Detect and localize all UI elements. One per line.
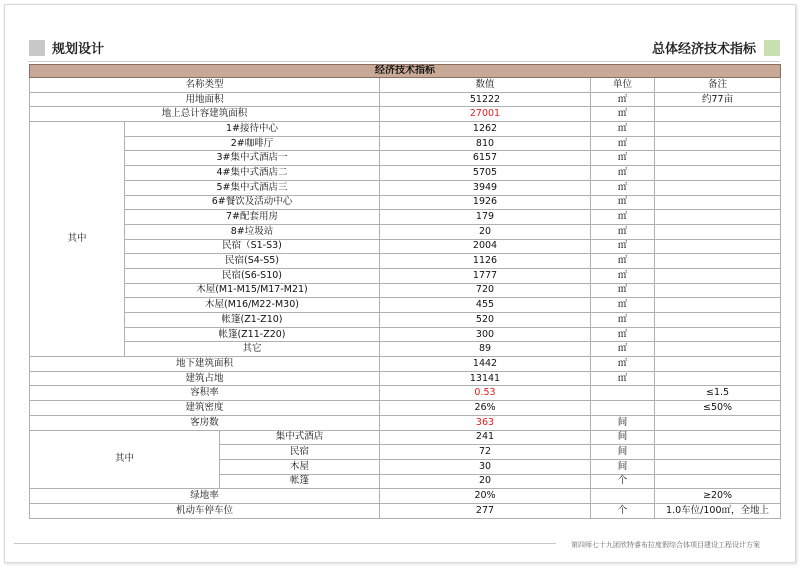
table-row bbox=[30, 371, 781, 386]
row-note: ≤50% bbox=[655, 401, 781, 416]
row-note: ≤1.5 bbox=[655, 386, 781, 401]
row-note bbox=[655, 283, 781, 298]
row-value: 810 bbox=[380, 136, 591, 151]
table-row bbox=[30, 224, 781, 239]
row-unit bbox=[591, 489, 655, 504]
row-name: 民宿（S1-S3) bbox=[125, 239, 380, 254]
row-unit: 间 bbox=[591, 415, 655, 430]
table-title: 经济技术指标 bbox=[30, 65, 781, 78]
row-unit: ㎡ bbox=[591, 136, 655, 151]
table-row bbox=[30, 151, 781, 166]
table-row bbox=[30, 210, 781, 225]
table-row bbox=[30, 430, 781, 445]
row-value: 13141 bbox=[380, 371, 591, 386]
row-name: 民宿(S4-S5) bbox=[125, 254, 380, 269]
row-note bbox=[655, 195, 781, 210]
header-right-mark bbox=[764, 40, 780, 56]
row-note: 约77亩 bbox=[655, 92, 781, 107]
row-name: 木屋(M16/M22-M30) bbox=[125, 298, 380, 313]
row-unit: ㎡ bbox=[591, 283, 655, 298]
row-note bbox=[655, 371, 781, 386]
row-note bbox=[655, 298, 781, 313]
row-note: ≥20% bbox=[655, 489, 781, 504]
row-note bbox=[655, 268, 781, 283]
footer-divider bbox=[14, 543, 556, 544]
row-name: 建筑密度 bbox=[30, 401, 380, 416]
row-value: 455 bbox=[380, 298, 591, 313]
row-unit: ㎡ bbox=[591, 298, 655, 313]
row-note bbox=[655, 166, 781, 181]
table-row bbox=[30, 401, 781, 416]
table-row bbox=[30, 298, 781, 313]
page-title: 总体经济技术指标 bbox=[651, 42, 756, 57]
row-unit: ㎡ bbox=[591, 107, 655, 122]
row-name: 绿地率 bbox=[30, 489, 380, 504]
row-note bbox=[655, 459, 781, 474]
table-row bbox=[30, 283, 781, 298]
row-value: 30 bbox=[380, 459, 591, 474]
row-value: 300 bbox=[380, 327, 591, 342]
row-unit: ㎡ bbox=[591, 151, 655, 166]
table-row bbox=[30, 313, 781, 328]
row-unit: ㎡ bbox=[591, 342, 655, 357]
header-divider bbox=[28, 61, 780, 62]
row-value: 1442 bbox=[380, 357, 591, 372]
metrics-table bbox=[29, 64, 781, 519]
row-name: 6#餐饮及活动中心 bbox=[125, 195, 380, 210]
table-row bbox=[30, 254, 781, 269]
row-note bbox=[655, 342, 781, 357]
col-header-value: 数值 bbox=[380, 78, 591, 93]
table-row bbox=[30, 92, 781, 107]
table-row bbox=[30, 503, 781, 518]
row-value: 20 bbox=[380, 474, 591, 489]
row-unit bbox=[591, 386, 655, 401]
row-value: 89 bbox=[380, 342, 591, 357]
row-name: 民宿(S6-S10) bbox=[125, 268, 380, 283]
row-value: 5705 bbox=[380, 166, 591, 181]
row-name: 木屋(M1-M15/M17-M21) bbox=[125, 283, 380, 298]
row-value: 3949 bbox=[380, 180, 591, 195]
row-name: 2#咖啡厅 bbox=[125, 136, 380, 151]
table-title-row bbox=[30, 65, 781, 78]
table-row bbox=[30, 489, 781, 504]
row-name: 集中式酒店 bbox=[220, 430, 380, 445]
row-value: 720 bbox=[380, 283, 591, 298]
row-unit: ㎡ bbox=[591, 268, 655, 283]
group-label: 其中 bbox=[30, 122, 125, 357]
row-note bbox=[655, 430, 781, 445]
row-name: 帐篷(Z1-Z10) bbox=[125, 313, 380, 328]
row-unit: 间 bbox=[591, 445, 655, 460]
row-unit: 间 bbox=[591, 459, 655, 474]
group-label: 其中 bbox=[30, 430, 220, 489]
row-note bbox=[655, 415, 781, 430]
col-header-name: 名称类型 bbox=[30, 78, 380, 93]
row-name: 建筑占地 bbox=[30, 371, 380, 386]
row-value: 20 bbox=[380, 224, 591, 239]
row-value: 2004 bbox=[380, 239, 591, 254]
row-unit: ㎡ bbox=[591, 92, 655, 107]
row-unit bbox=[591, 401, 655, 416]
row-unit: ㎡ bbox=[591, 313, 655, 328]
row-unit: 间 bbox=[591, 430, 655, 445]
row-value: 72 bbox=[380, 445, 591, 460]
row-unit: 个 bbox=[591, 503, 655, 518]
row-value: 241 bbox=[380, 430, 591, 445]
row-note bbox=[655, 239, 781, 254]
row-name: 5#集中式酒店三 bbox=[125, 180, 380, 195]
row-note bbox=[655, 122, 781, 137]
row-value: 277 bbox=[380, 503, 591, 518]
row-unit: 个 bbox=[591, 474, 655, 489]
table-row bbox=[30, 166, 781, 181]
row-value: 6157 bbox=[380, 151, 591, 166]
table-row bbox=[30, 136, 781, 151]
row-name: 4#集中式酒店二 bbox=[125, 166, 380, 181]
table-header-row bbox=[30, 78, 781, 93]
row-name: 地上总计容建筑面积 bbox=[30, 107, 380, 122]
row-unit: ㎡ bbox=[591, 210, 655, 225]
row-unit: ㎡ bbox=[591, 357, 655, 372]
row-unit: ㎡ bbox=[591, 195, 655, 210]
row-name: 3#集中式酒店一 bbox=[125, 151, 380, 166]
col-header-note: 备注 bbox=[655, 78, 781, 93]
table-row bbox=[30, 342, 781, 357]
row-unit: ㎡ bbox=[591, 224, 655, 239]
row-name: 容积率 bbox=[30, 386, 380, 401]
row-value: 51222 bbox=[380, 92, 591, 107]
row-note: 1.0车位/100㎡，全地上 bbox=[655, 503, 781, 518]
table-row bbox=[30, 386, 781, 401]
row-note bbox=[655, 313, 781, 328]
row-value: 179 bbox=[380, 210, 591, 225]
row-value: 26% bbox=[380, 401, 591, 416]
row-value: 363 bbox=[380, 415, 591, 430]
footer-project-name: 第四师七十九团欣特睿布拉度假综合体项目建设工程设计方案 bbox=[571, 541, 760, 549]
row-name: 地下建筑面积 bbox=[30, 357, 380, 372]
table-row bbox=[30, 268, 781, 283]
row-note bbox=[655, 180, 781, 195]
row-note bbox=[655, 327, 781, 342]
row-note bbox=[655, 357, 781, 372]
row-unit: ㎡ bbox=[591, 371, 655, 386]
row-note bbox=[655, 224, 781, 239]
table-row bbox=[30, 415, 781, 430]
table-row bbox=[30, 107, 781, 122]
row-name: 机动车停车位 bbox=[30, 503, 380, 518]
row-unit: ㎡ bbox=[591, 180, 655, 195]
row-name: 帐篷 bbox=[220, 474, 380, 489]
table-row bbox=[30, 239, 781, 254]
row-value: 1926 bbox=[380, 195, 591, 210]
table-row bbox=[30, 357, 781, 372]
row-name: 客房数 bbox=[30, 415, 380, 430]
row-value: 1777 bbox=[380, 268, 591, 283]
table-row bbox=[30, 180, 781, 195]
row-name: 木屋 bbox=[220, 459, 380, 474]
row-name: 用地面积 bbox=[30, 92, 380, 107]
row-note bbox=[655, 151, 781, 166]
row-name: 8#垃圾站 bbox=[125, 224, 380, 239]
row-note bbox=[655, 210, 781, 225]
row-note bbox=[655, 474, 781, 489]
row-value: 27001 bbox=[380, 107, 591, 122]
row-name: 帐篷(Z11-Z20) bbox=[125, 327, 380, 342]
header-left-mark bbox=[29, 40, 45, 56]
table-row bbox=[30, 195, 781, 210]
table-row bbox=[30, 327, 781, 342]
row-value: 1126 bbox=[380, 254, 591, 269]
table-row bbox=[30, 122, 781, 137]
row-value: 20% bbox=[380, 489, 591, 504]
row-unit: ㎡ bbox=[591, 327, 655, 342]
row-note bbox=[655, 107, 781, 122]
row-value: 1262 bbox=[380, 122, 591, 137]
row-unit: ㎡ bbox=[591, 239, 655, 254]
row-note bbox=[655, 445, 781, 460]
row-name: 1#接待中心 bbox=[125, 122, 380, 137]
row-name: 其它 bbox=[125, 342, 380, 357]
row-unit: ㎡ bbox=[591, 122, 655, 137]
section-title: 规划设计 bbox=[52, 42, 105, 57]
row-note bbox=[655, 136, 781, 151]
row-unit: ㎡ bbox=[591, 166, 655, 181]
row-note bbox=[655, 254, 781, 269]
row-name: 民宿 bbox=[220, 445, 380, 460]
row-value: 0.53 bbox=[380, 386, 591, 401]
row-unit: ㎡ bbox=[591, 254, 655, 269]
row-value: 520 bbox=[380, 313, 591, 328]
col-header-unit: 单位 bbox=[591, 78, 655, 93]
row-name: 7#配套用房 bbox=[125, 210, 380, 225]
